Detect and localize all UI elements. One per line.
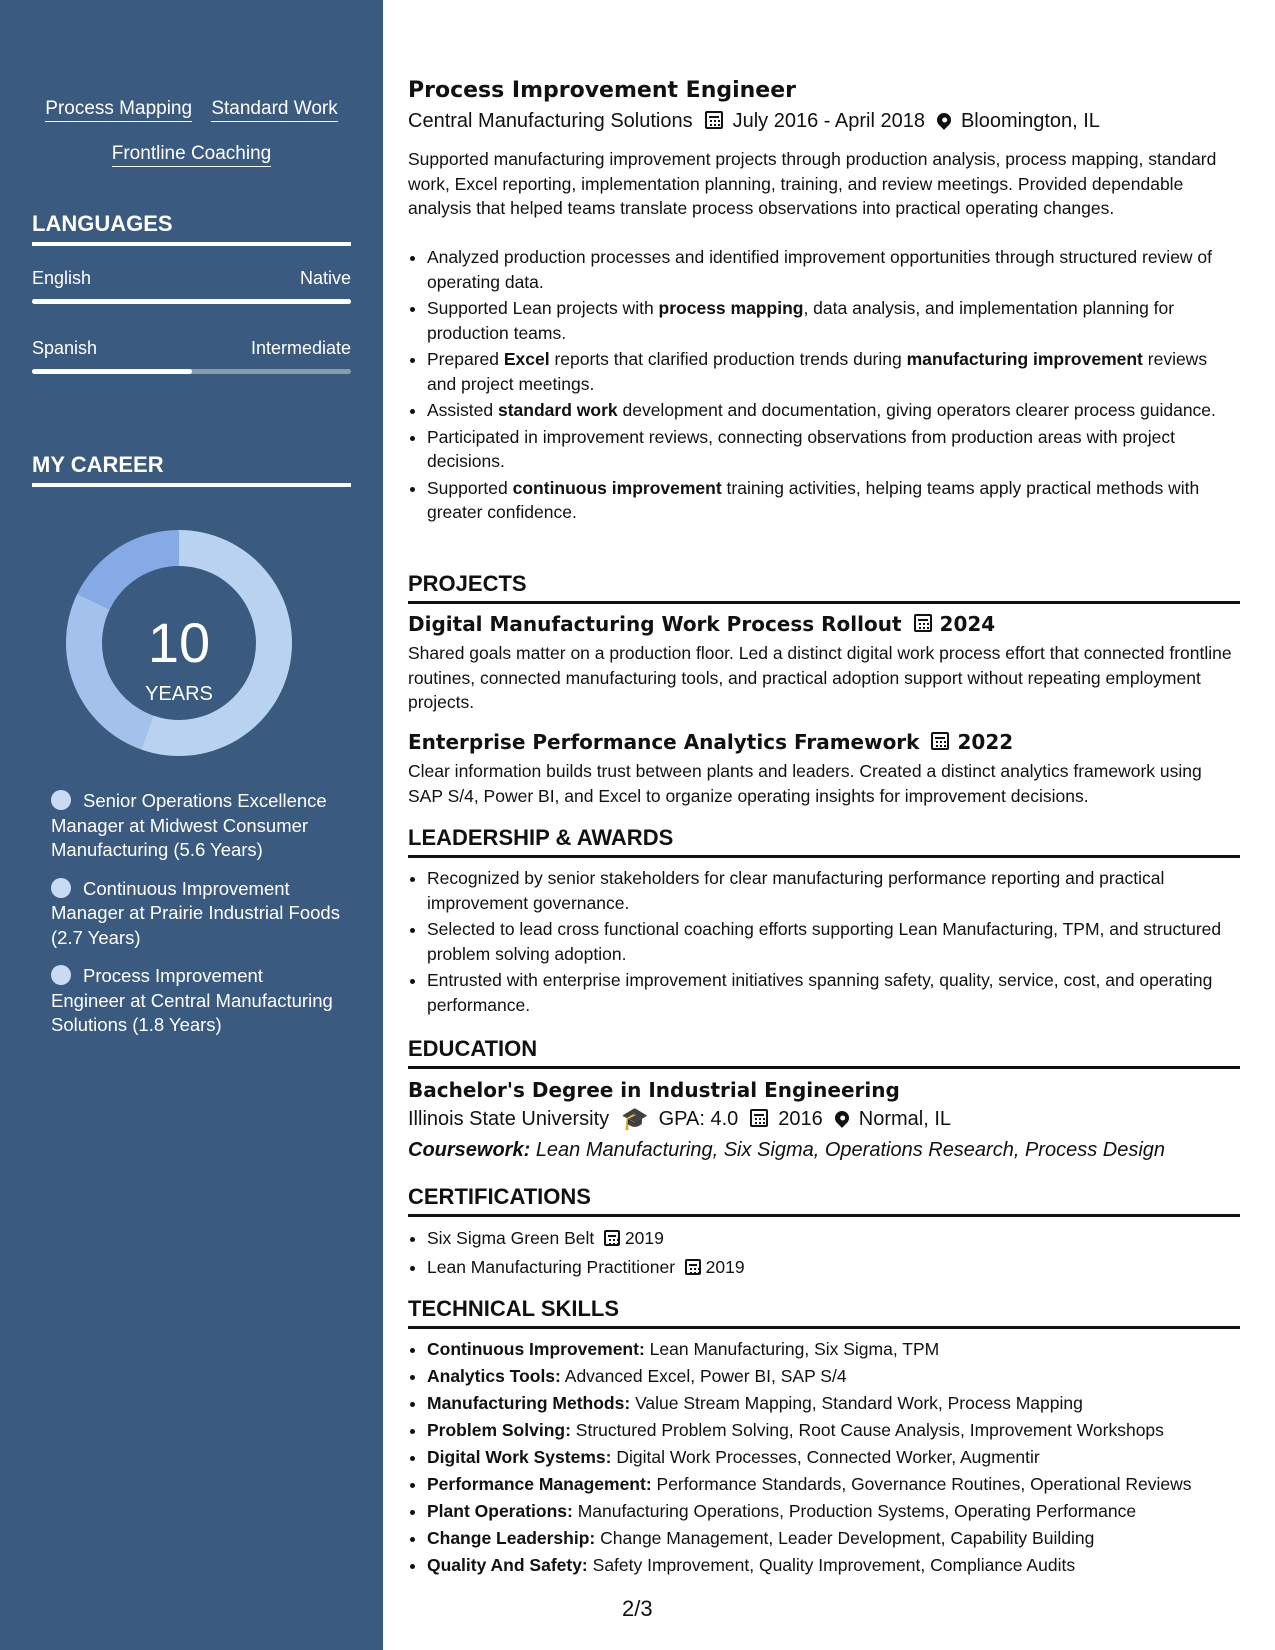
calendar-icon [914, 614, 932, 635]
cert-name: Six Sigma Green Belt [427, 1228, 595, 1248]
list-item [427, 245, 1240, 294]
highlighted-keyword: manufacturing improvement [906, 349, 1143, 369]
coursework-label: Coursework: [408, 1139, 531, 1161]
bullet-text: reports that clarified production trends during [549, 349, 907, 369]
degree-title: Bachelor's Degree in Industrial Engineering [408, 1078, 900, 1102]
skill-row [427, 1337, 1240, 1362]
list-item [427, 425, 1240, 474]
job-summary: Supported manufacturing improvement projects through production analysis, process mapping, standard work, Excel reporting, implementation planning, training, and review meetings. Provided dependable analysis that helped teams translate process observations into practical operating changes. [408, 149, 1217, 218]
skill-tags [0, 86, 383, 176]
location-pin-icon [835, 1109, 849, 1130]
certifications-list [408, 1226, 1240, 1281]
technical-skills-heading: TECHNICAL SKILLS [408, 1296, 1240, 1329]
bullet-text: Supported [427, 477, 513, 498]
leadership-list [408, 866, 1240, 1019]
project-year: 2024 [939, 612, 996, 636]
bullet-text: reviews and project meetings. [427, 349, 1208, 394]
skill-category: Digital Work Systems: [427, 1447, 612, 1467]
leadership-heading: LEADERSHIP & AWARDS [408, 825, 1240, 858]
calendar-icon [705, 111, 723, 132]
list-item: • Selected to lead cross functional coaching efforts supporting Lean Manufacturing, TPM, and structured problem solving adoption. [427, 917, 1240, 966]
graduation-year: 2016 [778, 1108, 823, 1130]
language-name: Spanish [32, 338, 98, 358]
calendar-icon [931, 732, 949, 753]
list-item: • Recognized by senior stakeholders for clear manufacturing performance reporting and practical improvement governance. [427, 866, 1240, 915]
language-name: English [32, 268, 92, 288]
skill-category: Manufacturing Methods: [427, 1393, 631, 1413]
skill-tag: Standard Work [211, 98, 337, 122]
language-bar-fill [32, 299, 351, 304]
cert-year: 2019 [624, 1228, 664, 1248]
career-item [51, 964, 341, 1038]
highlighted-keyword: process mapping [658, 298, 804, 318]
donut-segment [66, 594, 153, 750]
coursework-list: Lean Manufacturing, Six Sigma, Operations Research, Process Design [535, 1139, 1166, 1161]
career-item-text: Continuous Improvement Manager at Prairie Industrial Foods (2.7 Years) [51, 877, 340, 948]
projects-heading: PROJECTS [408, 571, 1240, 604]
skill-values: Manufacturing Operations, Production Systems, Operating Performance [577, 1501, 1137, 1521]
skill-row [427, 1499, 1240, 1524]
skill-row [427, 1526, 1240, 1551]
list-item [427, 398, 1240, 423]
project-year: 2022 [957, 730, 1014, 754]
list-item [427, 347, 1240, 396]
language-row [32, 268, 351, 289]
school-name: Illinois State University [408, 1108, 610, 1130]
bullet-text: training activities, helping teams apply practical methods with greater confidence. [427, 477, 1200, 522]
bullet-text: Prepared [427, 349, 504, 369]
gpa: GPA: 4.0 [658, 1108, 739, 1130]
career-item-text: Process Improvement Engineer at Central Manufacturing Solutions (1.8 Years) [51, 965, 333, 1035]
calendar-icon [685, 1259, 701, 1275]
language-level: Intermediate [250, 338, 351, 358]
education-meta [408, 1108, 951, 1131]
project-description: Clear information builds trust between plants and leaders. Created a distinct analytics framework using SAP S/4, Power BI, and Excel to organize operating insights for improvement decisions. [408, 761, 1202, 806]
language-bar [32, 299, 351, 304]
donut-segment [77, 530, 179, 609]
skill-row [427, 1472, 1240, 1497]
skill-values: Value Stream Mapping, Standard Work, Process Mapping [635, 1393, 1083, 1413]
language-bar-fill [32, 369, 192, 374]
job-dates: July 2016 - April 2018 [732, 110, 925, 132]
project-description: Shared goals matter on a production floor. Led a distinct digital work process effort that connected frontline routines, connected manufacturing tools, and practical adoption support without repeating employment projects. [408, 643, 1232, 712]
skill-category: Change Leadership: [427, 1528, 596, 1548]
skill-row [427, 1418, 1240, 1443]
career-item [51, 877, 341, 951]
skill-values: Digital Work Processes, Connected Worker, Augmentir [616, 1447, 1040, 1467]
skill-category: Plant Operations: [427, 1501, 573, 1521]
page-number: 2/3 [622, 1596, 653, 1621]
highlighted-keyword: standard work [498, 400, 618, 420]
highlighted-keyword: Excel [503, 349, 550, 369]
career-unit: YEARS [145, 683, 213, 705]
languages-heading: LANGUAGES [32, 211, 351, 246]
career-item [51, 789, 341, 863]
cert-name: Lean Manufacturing Practitioner [427, 1256, 676, 1277]
skill-category: Problem Solving: [427, 1420, 571, 1440]
coursework [408, 1139, 1165, 1162]
skill-values: Change Management, Leader Development, Capability Building [600, 1528, 1095, 1548]
bullet-text: Analyzed production processes and identified improvement opportunities through structured review of operating data. [427, 247, 1213, 292]
skills-list [408, 1337, 1240, 1580]
job-title: Process Improvement Engineer [408, 78, 796, 103]
project-title-text: Digital Manufacturing Work Process Rollout [408, 612, 902, 636]
skill-values: Safety Improvement, Quality Improvement, Compliance Audits [592, 1555, 1076, 1575]
location-pin-icon [937, 111, 951, 132]
job-bullets [408, 245, 1240, 527]
project-title [408, 612, 995, 636]
skill-tag: Process Mapping [45, 98, 192, 122]
career-item-text: Senior Operations Excellence Manager at Midwest Consumer Manufacturing (5.6 Years) [51, 790, 327, 860]
certifications-heading: CERTIFICATIONS [408, 1184, 1240, 1217]
skill-category: Performance Management: [427, 1474, 652, 1494]
career-donut-chart [66, 530, 292, 756]
skill-row [427, 1364, 1240, 1389]
career-heading: MY CAREER [32, 452, 351, 487]
sidebar [0, 0, 383, 1650]
skill-category: Analytics Tools: [427, 1366, 561, 1386]
list-item [427, 476, 1240, 525]
list-item [427, 296, 1240, 345]
job-location: Bloomington, IL [960, 110, 1100, 132]
bullet-text: , data analysis, and implementation planning for production teams. [427, 298, 1175, 343]
bullet-text: Supported Lean projects with [427, 298, 659, 318]
project-title [408, 730, 1013, 754]
bullet-text: Participated in improvement reviews, connecting observations from production areas with project decisions. [427, 426, 1175, 471]
skill-values: Performance Standards, Governance Routines, Operational Reviews [656, 1474, 1192, 1494]
skill-category: Continuous Improvement: [427, 1339, 645, 1359]
job-meta [408, 110, 1100, 133]
project-title-text: Enterprise Performance Analytics Framework [408, 730, 920, 754]
calendar-icon [750, 1109, 768, 1130]
bullet-text: Assisted [427, 400, 498, 420]
bullet-dot-icon [51, 878, 71, 898]
list-item [427, 1226, 1240, 1251]
skill-values: Structured Problem Solving, Root Cause Analysis, Improvement Workshops [575, 1420, 1164, 1440]
skill-row [427, 1391, 1240, 1416]
career-total: 10 [147, 611, 211, 674]
bullet-text: development and documentation, giving operators clearer process guidance. [617, 400, 1216, 420]
language-row [32, 338, 351, 359]
bullet-dot-icon [51, 965, 71, 985]
calendar-icon [604, 1230, 620, 1246]
skill-values: Lean Manufacturing, Six Sigma, TPM [649, 1339, 940, 1359]
skill-values: Advanced Excel, Power BI, SAP S/4 [564, 1366, 847, 1386]
career-list [51, 789, 341, 1052]
highlighted-keyword: continuous improvement [512, 477, 722, 498]
list-item [427, 1255, 1240, 1280]
list-item: • Entrusted with enterprise improvement initiatives spanning safety, quality, service, cost, and operating performance. [427, 968, 1240, 1017]
language-level: Native [299, 268, 351, 288]
bullet-dot-icon [51, 790, 71, 810]
skill-row [427, 1445, 1240, 1470]
skill-category: Quality And Safety: [427, 1555, 588, 1575]
education-heading: EDUCATION [408, 1036, 1240, 1069]
school-location: Normal, IL [858, 1108, 952, 1130]
company-name: Central Manufacturing Solutions [408, 110, 693, 132]
graduation-cap-icon: 🎓 [621, 1106, 649, 1131]
cert-year: 2019 [705, 1256, 745, 1277]
language-bar [32, 369, 351, 374]
skill-row [427, 1553, 1240, 1578]
skill-tag: Frontline Coaching [112, 143, 271, 167]
